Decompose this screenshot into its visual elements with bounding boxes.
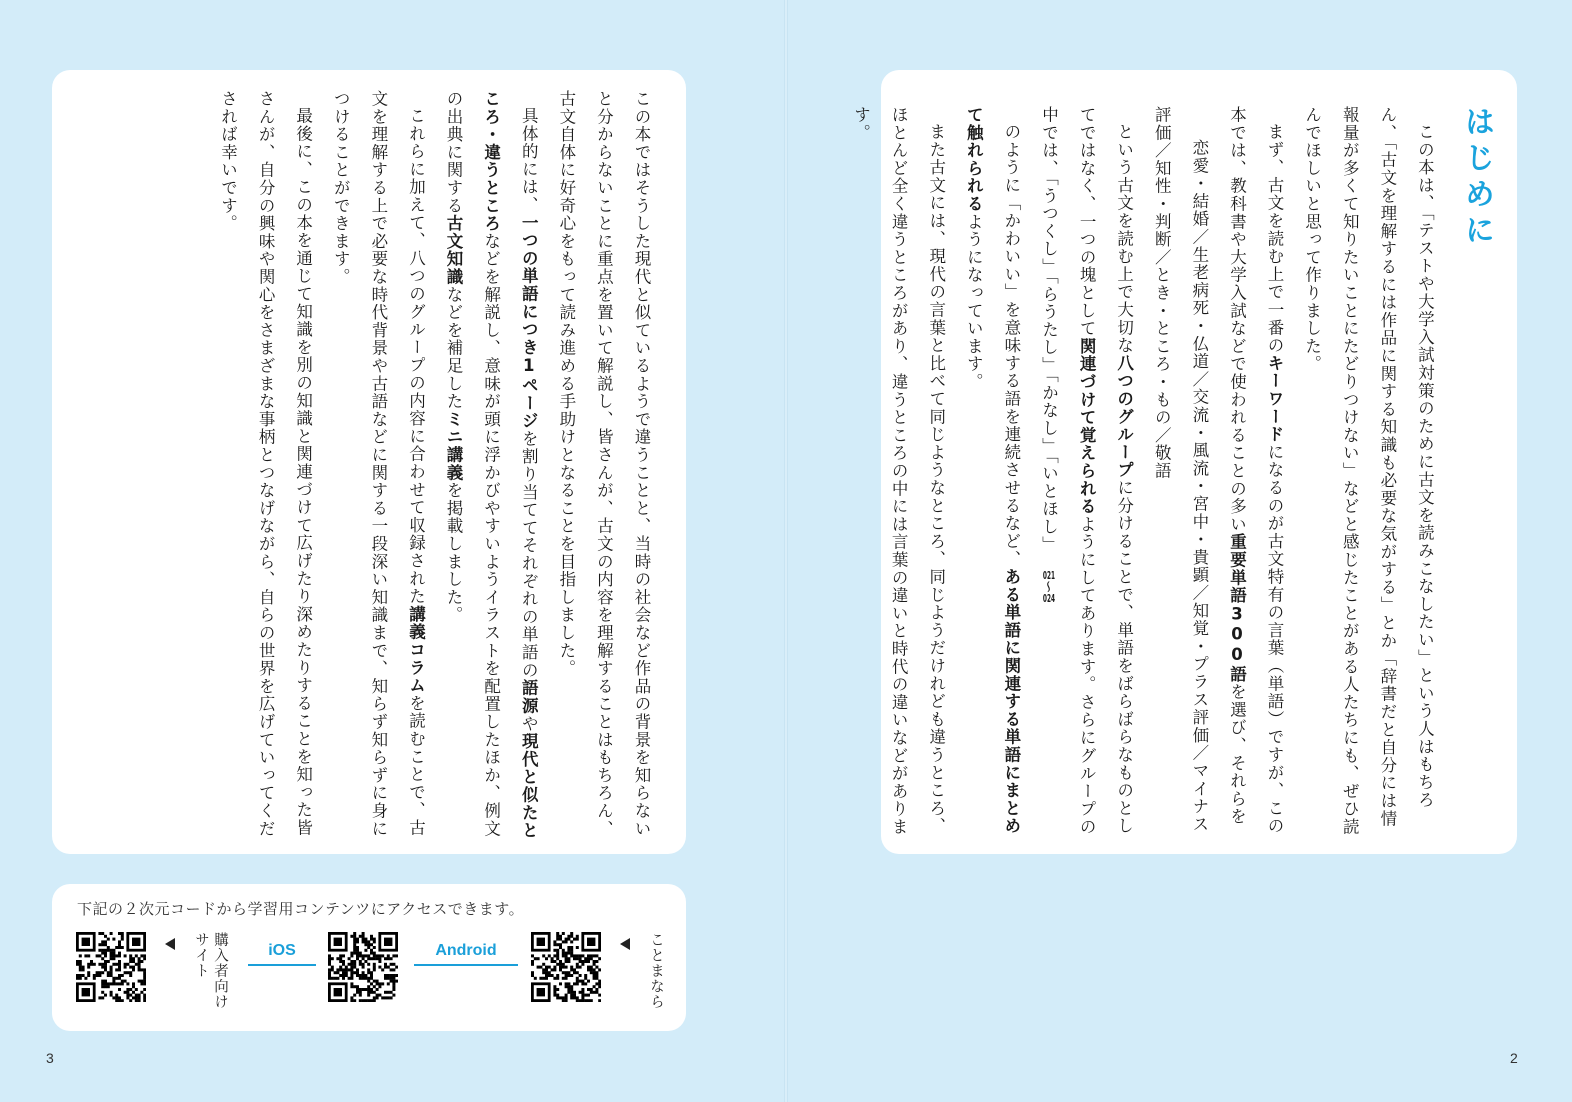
paragraph (842, 106, 955, 836)
text-run: まず、古文を読む上で一番の (1265, 122, 1285, 354)
page-number-right: 2 (1510, 1050, 1518, 1066)
paragraph (955, 106, 1030, 836)
android-label: Android (414, 942, 518, 966)
page-title: はじめに (1459, 106, 1494, 250)
qr-code-icon[interactable] (328, 932, 398, 1002)
bold-keyword: 古文知識 (444, 214, 464, 286)
text-run: この本は、「テストや大学入試対策のために古文を読みこなしたい」という人はもちろん、「古文を理解するには作品に関する知識も必要な気がする」とか「辞書だと自分には情報量が多くて知りたいことにたどりつけない」などと感じたことがある人たちにも、ぜひ読んでほしいと思って作りました。 (1302, 106, 1435, 836)
text-run: ようにしてあります。さらにグループの中では、「うつくし」「らうたし」「かなし」「いとほし」 (1039, 106, 1097, 836)
text-run: 恋愛・結婚／生老病死・仏道／交流・風流・宮中・貴顕／知覚・プラス評価／マイナス評価／知性・判断／とき・ところ・もの／敬語 (1152, 106, 1209, 834)
paragraph (1030, 106, 1143, 836)
spread-divider (784, 0, 788, 1102)
kotomana-label[interactable]: ことまなら (648, 932, 664, 1010)
ref-sep: 〜 (1041, 581, 1056, 593)
paragraph (547, 90, 660, 850)
bold-keyword: 語源 (519, 678, 539, 715)
text-run: これらに加えて、八つのグループの内容に合わせて収録された (406, 106, 426, 605)
bold-keyword: 重要単語300語 (1227, 533, 1247, 684)
bold-keyword: キーワード (1265, 353, 1285, 443)
text-run: 具体的には、 (519, 106, 539, 214)
text-run: を読むことで、古文を理解する上で必要な時代背景や古語などに関する一段深い知識まで、知らず知らずに身につけることができます。 (331, 90, 426, 838)
bold-keyword: 現代と似たところ・違うところ (481, 90, 539, 839)
text-run: ようになっています。 (964, 212, 984, 391)
text-run: を選び、それらを (1227, 683, 1247, 826)
arrow-left-icon (620, 938, 630, 950)
qr-code-icon[interactable] (531, 932, 601, 1002)
paragraph (434, 90, 547, 850)
paragraph (1143, 106, 1218, 836)
ref-range (1041, 554, 1055, 604)
bold-keyword: 講義コラム (406, 604, 426, 694)
qr-code-icon[interactable] (76, 932, 146, 1002)
text-run: のように「かわいい」を意味する語を連続させるなど、 (1001, 122, 1021, 568)
ref-from: 021 (1042, 570, 1055, 582)
bold-keyword: 一つの単語につき1ページ (519, 213, 539, 430)
left-body-text (190, 90, 660, 850)
left-page-card (52, 70, 686, 854)
bold-keyword: ある単語に関連する単語にまとめて触れられる (964, 106, 1021, 835)
ref-to: 024 (1042, 592, 1055, 604)
access-box (52, 884, 686, 1031)
ios-label: iOS (248, 942, 316, 966)
bold-keyword: 八つのグループ (1114, 353, 1134, 479)
purchaser-site-label[interactable]: 購入者向けサイト (193, 932, 228, 1010)
text-run: に分けることで、単語をばらばらなものとしてではなく、一つの塊として (1077, 106, 1134, 835)
paragraph (322, 90, 435, 850)
right-body-text (851, 106, 1495, 836)
text-run: という古文を読む上で大切な (1114, 122, 1134, 354)
text-run: この本ではそうした現代と似ているようで違うことと、当時の社会など作品の背景を知らないと分からないことに重点を置いて解説し、皆さんが、古文の内容を理解することはもちろん、古文自体に好奇心をもって読み進める手助けとなることを目指しました。 (556, 90, 651, 838)
bold-keyword: ミニ講義 (444, 410, 464, 482)
page-number-left: 3 (46, 1050, 54, 1066)
right-page-card (851, 70, 1517, 854)
text-run: また古文には、現代の言葉と比べて同じようなところ、同じようだけれども違うところ、ほとんど全く違うところがあり、違うところの中には言葉の違いと時代の違いなどがあります。 (851, 106, 946, 836)
text-run: などを解説し、意味が頭に浮かびやすいようイラストを配置したほか、例文の出典に関する (444, 90, 501, 838)
access-heading: 下記の２次元コードから学習用コンテンツにアクセスできます。 (77, 900, 525, 918)
paragraph (1218, 106, 1293, 836)
text-run: などを補足した (444, 285, 464, 411)
text-run: を掲載しました。 (444, 481, 464, 625)
text-run: 最後に、この本を通じて知識を別の知識と関連づけて広げたり深めたりすることを知った皆さんが、自分の興味や関心をさまざまな事柄とつなげながら、自らの世界を広げていってくだされば幸いです。 (218, 90, 313, 838)
paragraph (209, 90, 322, 850)
bold-keyword: 関連づけて覚えられる (1077, 337, 1097, 516)
text-run: になるのが古文特有の言葉（単語）ですが、この本では、教科書や大学入試などで使われることの多い (1227, 106, 1285, 835)
arrow-left-icon (165, 938, 175, 950)
paragraph (1293, 106, 1443, 836)
text-run: を割り当ててそれぞれの単語の (519, 429, 539, 679)
text-run: や (519, 714, 539, 733)
